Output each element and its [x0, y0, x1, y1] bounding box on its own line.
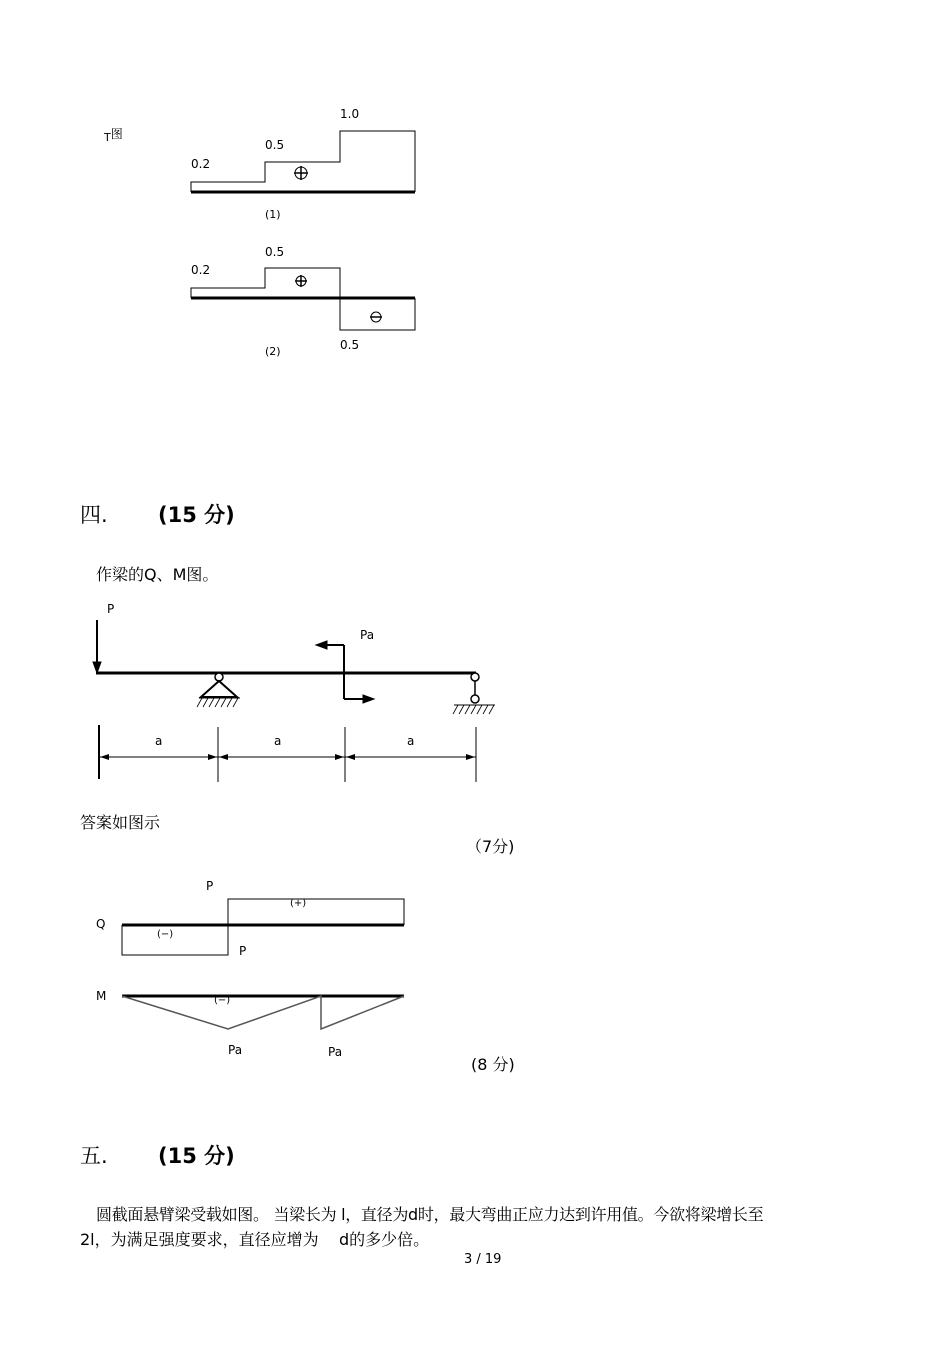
page-number: 3 / 19 — [464, 1252, 502, 1267]
t-diagram-case1 — [191, 131, 415, 192]
t1-value-1-0: 1.0 — [340, 107, 360, 121]
t2-caption: (2) — [265, 345, 281, 358]
m-value-2: Pa — [328, 1045, 343, 1059]
t2-value-0-2: 0.2 — [191, 263, 211, 277]
beam-moment-label: Pa — [360, 628, 375, 642]
section5-number: 五. — [80, 1144, 108, 1168]
q-diagram — [122, 899, 404, 955]
minus-sign-icon — [370, 312, 382, 322]
section4-score: (15 分) — [158, 503, 235, 527]
t-diagram-case2 — [191, 268, 415, 330]
q-score: （7分) — [466, 837, 515, 856]
t2-value-0-5-bottom: 0.5 — [340, 338, 360, 352]
m-axis-label: M — [96, 989, 107, 1003]
section5-text-line1: 圆截面悬臂梁受载如图。 当梁长为 l，直径为d时，最大弯曲正应力达到许用值。今欲将梁增长至 — [96, 1205, 764, 1224]
m-value-1: Pa — [228, 1043, 243, 1057]
m-sign: (−) — [214, 995, 231, 1006]
t1-value-0-5: 0.5 — [265, 138, 285, 152]
section5-score: (15 分) — [158, 1144, 235, 1168]
plus-sign-icon — [294, 166, 308, 180]
section5-text-line2: 2l，为满足强度要求，直径应增为 d的多少倍。 — [80, 1230, 430, 1249]
m-score: (8 分) — [471, 1055, 515, 1074]
q-top-label: P — [206, 879, 214, 893]
t1-caption: (1) — [265, 208, 281, 221]
m-diagram — [122, 996, 404, 1029]
t-diagram-title: T图 — [104, 127, 123, 144]
t2-value-0-5-top: 0.5 — [265, 245, 285, 259]
q-plus-sign: (+) — [290, 898, 307, 909]
beam-load-label: P — [107, 602, 115, 616]
q-minus-sign: (−) — [157, 929, 174, 940]
section4-question: 作梁的Q、M图。 — [96, 565, 219, 584]
q-axis-label: Q — [96, 917, 106, 931]
section4-number: 四. — [80, 503, 108, 527]
dimension-label-2: a — [274, 734, 282, 748]
dimension-label-1: a — [155, 734, 163, 748]
q-bottom-label: P — [239, 944, 247, 958]
plus-sign-icon — [295, 275, 307, 287]
dimension-label-3: a — [407, 734, 415, 748]
t1-value-0-2: 0.2 — [191, 157, 211, 171]
answer-label: 答案如图示 — [80, 813, 161, 832]
beam-figure — [93, 620, 495, 714]
